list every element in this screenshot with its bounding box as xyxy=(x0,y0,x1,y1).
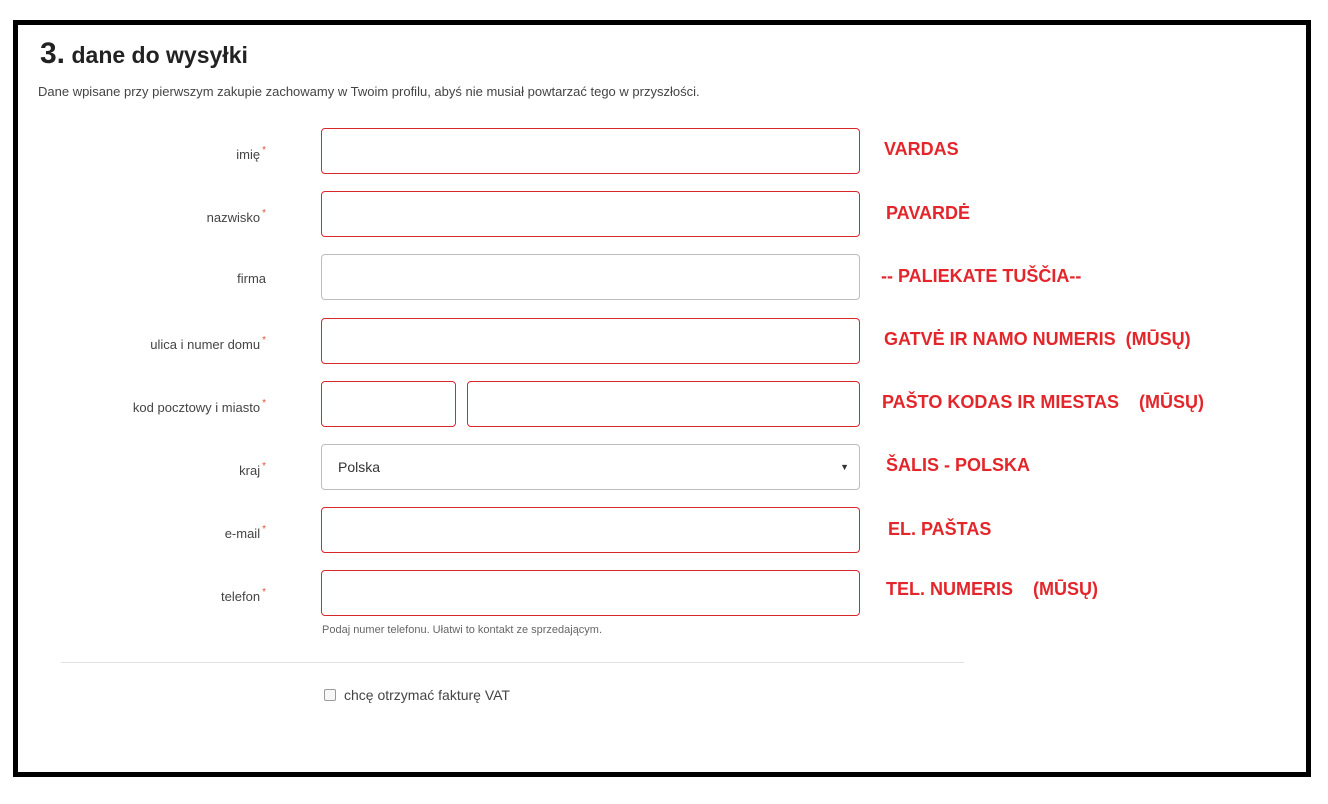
email-input[interactable] xyxy=(321,507,860,553)
section-intro: Dane wpisane przy pierwszym zakupie zachowamy w Twoim profilu, abyś nie musiał powtarzać tego w przyszłości. xyxy=(38,84,700,99)
phone-input[interactable] xyxy=(321,570,860,616)
required-mark: * xyxy=(262,335,266,346)
company-input[interactable] xyxy=(321,254,860,300)
required-mark: * xyxy=(262,524,266,535)
section-title: dane do wysyłki xyxy=(71,42,248,68)
last-name-input[interactable] xyxy=(321,191,860,237)
phone-annotation: TEL. NUMERIS (MŪSŲ) xyxy=(886,579,1098,599)
postcode-city-annotation: PAŠTO KODAS IR MIESTAS (MŪSŲ) xyxy=(882,392,1205,412)
postcode-city-label: kod pocztowy i miasto * xyxy=(132,398,266,415)
vat-invoice-checkbox[interactable] xyxy=(324,689,336,701)
divider xyxy=(61,662,964,663)
country-label: kraj * xyxy=(239,461,266,478)
street-annotation: GATVĖ IR NAMO NUMERIS (MŪSŲ) xyxy=(884,329,1191,349)
section-heading xyxy=(40,37,248,71)
required-mark: * xyxy=(262,461,266,472)
required-mark: * xyxy=(262,398,266,409)
required-mark: * xyxy=(262,587,266,598)
street-label: ulica i numer domu * xyxy=(150,335,266,352)
required-mark: * xyxy=(262,145,266,156)
company-annotation: -- PALIEKATE TUŠČIA-- xyxy=(881,266,1082,286)
required-mark: * xyxy=(262,208,266,219)
country-annotation: ŠALIS - POLSKA xyxy=(886,455,1031,475)
country-select[interactable] xyxy=(321,444,860,490)
first-name-input[interactable] xyxy=(321,128,860,174)
last-name-annotation: PAVARDĖ xyxy=(886,203,971,223)
city-input[interactable] xyxy=(467,381,860,427)
screenshot-frame xyxy=(13,20,1311,777)
phone-label: telefon * xyxy=(221,587,266,604)
first-name-label: imię * xyxy=(236,145,266,162)
vat-invoice-label[interactable]: chcę otrzymać fakturę VAT xyxy=(344,687,510,703)
company-label: firma xyxy=(237,271,266,286)
postcode-input[interactable] xyxy=(321,381,456,427)
email-label: e-mail * xyxy=(224,524,266,541)
vat-invoice-option[interactable] xyxy=(324,687,510,703)
phone-hint: Podaj numer telefonu. Ułatwi to kontakt ze sprzedającym. xyxy=(322,624,603,636)
email-annotation: EL. PAŠTAS xyxy=(888,519,992,539)
section-number: 3. xyxy=(40,37,66,70)
country-selected-value: Polska xyxy=(338,459,381,475)
street-input[interactable] xyxy=(321,318,860,364)
last-name-label: nazwisko * xyxy=(206,208,266,225)
first-name-annotation: VARDAS xyxy=(884,139,959,159)
chevron-down-icon: ▼ xyxy=(840,462,849,472)
